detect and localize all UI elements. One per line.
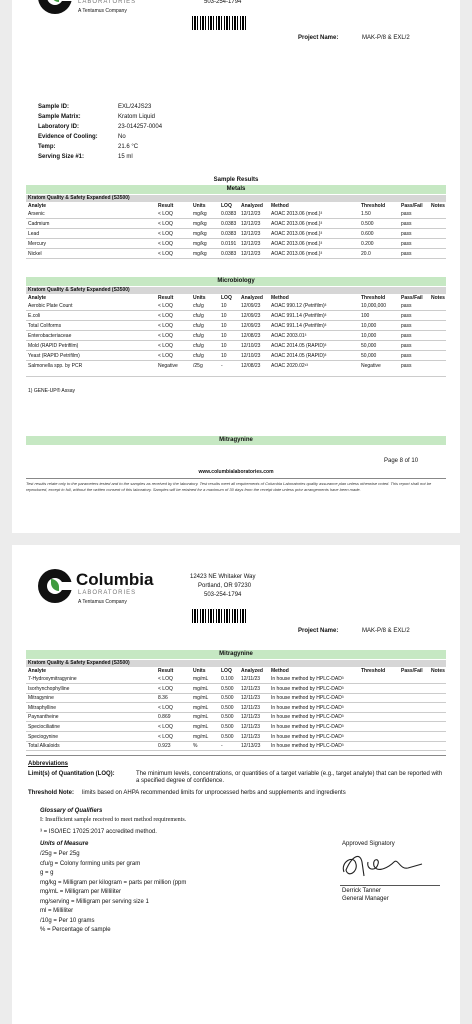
micro-bar: Microbiology [26, 277, 446, 286]
sample-label: Laboratory ID: [38, 124, 80, 130]
metals-row-method: AOAC 2013.06 (mod.)³ [271, 241, 323, 247]
sample-label: Temp: [38, 144, 56, 150]
sample-label: Sample Matrix: [38, 114, 81, 120]
metals-row-units: mg/kg [193, 231, 207, 237]
micro-panel-name: Kratom Quality & Safety Expanded (S3500) [26, 287, 446, 294]
micro-row-analyzed: 12/08/23 [241, 333, 261, 339]
micro-row [26, 303, 446, 310]
mitra-row-analyte: Speciogynine [28, 733, 59, 740]
micro-row-analyzed: 12/09/23 [241, 303, 261, 309]
metals-row-passfail: pass [401, 231, 412, 237]
micro-row-analyte: Enterobacteriaceae [28, 333, 72, 339]
mitra-row-analyzed: 12/13/23 [241, 743, 261, 750]
mitra-row-method: In house method by HPLC-DAD³ [271, 733, 344, 740]
row-divider [26, 376, 446, 377]
micro-row-method: AOAC 991.14 (Petrifilm)³ [271, 323, 327, 329]
row-divider [26, 320, 446, 321]
mitra-row-analyzed: 12/11/23 [241, 695, 261, 702]
micro-row-analyzed: 12/10/23 [241, 343, 261, 349]
mitra-row-loq: - [221, 743, 223, 750]
loq-label: Limit(s) of Quantitation (LOQ): [28, 771, 115, 777]
micro-row-loq: 10 [221, 353, 227, 359]
micro-row-passfail: pass [401, 303, 412, 309]
mitra-row-analyzed: 12/11/23 [241, 685, 261, 692]
results-title: Sample Results [213, 177, 259, 183]
metals-row-threshold: 20.0 [361, 251, 371, 257]
micro-row-passfail: pass [401, 333, 412, 339]
micro-row-passfail: pass [401, 313, 412, 319]
mitra-row [26, 705, 446, 712]
mitra-row-method: In house method by HPLC-DAD³ [271, 685, 344, 692]
mitra-row-method: In house method by HPLC-DAD³ [271, 724, 344, 730]
metals-row-analyzed: 12/12/23 [241, 211, 261, 217]
mitra-row-analyzed: 12/11/23 [241, 704, 261, 711]
micro-row-loq: - [221, 363, 223, 369]
metals-row-result: < LOQ [158, 241, 173, 247]
metals-row-loq: 0.0383 [221, 211, 237, 217]
row-divider [26, 218, 446, 219]
mitra-row-method: In house method by HPLC-DAD³ [271, 743, 344, 750]
micro-row-passfail: pass [401, 353, 412, 359]
row-divider [26, 721, 446, 722]
micro-row [26, 363, 446, 376]
micro-row-result: < LOQ [158, 353, 173, 359]
mitra-row [26, 743, 446, 750]
micro-row-loq: 10 [221, 323, 227, 329]
metals-row-analyte: Mercury [28, 241, 47, 247]
threshold-label: Threshold Note: [28, 790, 74, 796]
row-divider [26, 248, 446, 249]
micro-row-result: < LOQ [158, 313, 173, 319]
micro-row-result: < LOQ [158, 323, 173, 329]
row-divider [26, 683, 446, 684]
micro-row-analyzed: 12/09/23 [241, 323, 261, 329]
micro-row-units: cfu/g [193, 333, 204, 339]
mitra-row-analyte: Speciociliatine [28, 724, 60, 730]
mitra-row-result: 8.36 [158, 695, 168, 702]
row-divider [26, 693, 446, 694]
mitra-row-units: mg/mL [193, 685, 209, 692]
micro-row [26, 313, 446, 320]
metals-row-analyte: Nickel [28, 251, 42, 257]
micro-row-method: AOAC 2014.05 (RAPID)³ [271, 343, 327, 349]
mitra-row-loq: 0.100 [221, 676, 234, 682]
mitra-row-loq: 0.500 [221, 733, 234, 740]
logo-name: Columbia [76, 570, 154, 589]
micro-row-loq: 10 [221, 343, 227, 349]
metals-row-analyte: Lead [28, 231, 40, 237]
mitra-row-method: In house method by HPLC-DAD³ [271, 714, 344, 721]
micro-header: Analyte Result Units LOQ Analyzed Method Threshold Pass/Fail Notes [28, 295, 445, 301]
sample-value: Kratom Liquid [118, 114, 156, 120]
metals-row-method: AOAC 2013.06 (mod.)³ [271, 231, 323, 237]
row-divider [26, 750, 446, 751]
mitra-row-units: mg/mL [193, 704, 209, 711]
mitra-row-loq: 0.500 [221, 685, 234, 692]
micro-row [26, 323, 446, 330]
row-divider [26, 731, 446, 732]
micro-row-threshold: 10,000,000 [361, 303, 387, 309]
signatory-label: Approved Signatory [342, 841, 395, 847]
micro-row-threshold: 10,000 [361, 333, 377, 339]
micro-row-threshold: 50,000 [361, 343, 377, 349]
metals-row-loq: 0.0191 [221, 241, 237, 247]
mitra-row-loq: 0.500 [221, 714, 234, 721]
mitra-row [26, 714, 446, 721]
unit-item: mg/serving = Milligram per serving size 1 [40, 898, 149, 905]
mitra-row-result: 0.869 [158, 714, 171, 721]
logo-subtitle: LABORATORIES [78, 590, 137, 596]
mitra-row-result: 0.923 [158, 743, 171, 750]
glossary-item: I: Insufficient sample received to meet method requirements. [40, 817, 187, 823]
metals-header: Analyte Result Units LOQ Analyzed Method Threshold Pass/Fail Notes [28, 203, 445, 209]
micro-row-passfail: pass [401, 343, 412, 349]
row-divider [26, 330, 446, 331]
metals-row-passfail: pass [401, 221, 412, 227]
micro-row [26, 353, 446, 360]
metals-row [26, 211, 446, 218]
micro-row-threshold: 50,000 [361, 353, 377, 359]
project-label: Project Name: [298, 628, 339, 634]
metals-row [26, 241, 446, 248]
mitra-row-analyte: 7-Hydroxymitragynine [28, 676, 77, 682]
metals-row-passfail: pass [401, 251, 412, 257]
metals-row-result: < LOQ [158, 251, 173, 257]
divider [26, 478, 446, 479]
threshold-text: limits based on AHPA recommended limits for unprocessed herbs and supplements and ingredients [82, 790, 346, 796]
website: www.columbialaboratories.com [198, 469, 274, 475]
metals-row-analyzed: 12/12/23 [241, 251, 261, 257]
micro-row-units: cfu/g [193, 323, 204, 329]
micro-row-method: AOAC 2020.02¹³ [271, 363, 308, 369]
mitra-row-analyzed: 12/11/23 [241, 714, 261, 721]
row-divider [26, 360, 446, 361]
unit-item: ml = Milliliter [40, 908, 74, 914]
row-divider [26, 238, 446, 239]
micro-row-analyte: Yeast (RAPID Petrifilm) [28, 353, 80, 359]
page-number: Page 8 of 10 [384, 458, 419, 464]
micro-row-analyte: Total Coliforms [28, 323, 62, 329]
metals-row-result: < LOQ [158, 231, 173, 237]
sample-label: Sample ID: [38, 104, 70, 110]
micro-row-units: cfu/g [193, 343, 204, 349]
lab-phone: 503-254-1794 [204, 592, 242, 598]
barcode-icon [192, 609, 248, 623]
glossary-title: Glossary of Qualifiers [40, 808, 103, 814]
micro-row-analyzed: 12/08/23 [241, 363, 261, 369]
sample-value: 15 ml [118, 154, 133, 160]
unit-item: /10g = Per 10 grams [40, 917, 95, 924]
metals-row-loq: 0.0383 [221, 221, 237, 227]
row-divider [26, 741, 446, 742]
mitra-row-analyzed: 12/11/23 [241, 676, 261, 682]
mitra-row [26, 695, 446, 702]
metals-row-loq: 0.0383 [221, 231, 237, 237]
metals-row [26, 231, 446, 238]
mitra-row-units: mg/mL [193, 733, 209, 740]
metals-row-method: AOAC 2013.06 (mod.)³ [271, 251, 323, 257]
metals-row-threshold: 1.50 [361, 211, 371, 217]
micro-row-method: AOAC 990.12 (Petrifilm)³ [271, 303, 327, 309]
project-value: MAK-P/8 & EXL/2 [362, 35, 410, 41]
micro-row-passfail: pass [401, 323, 412, 329]
sample-value: 23-014257-0004 [118, 124, 163, 130]
metals-row-units: mg/kg [193, 221, 207, 227]
metals-row-analyte: Cadmium [28, 221, 50, 227]
micro-row-loq: 10 [221, 313, 227, 319]
disclaimer: Test results relate only to the parameters tested and to the samples as received by the laboratory. Test results meet all requirements of Columbia Laboratories quality assurance plan unless otherwise noted. This report shall not be reproduced, except in full, without the written consent of this laboratory. Samples will be retained for a maximum of 30 days from the receipt date unless prior arrangements have been made. [26, 481, 432, 492]
sample-value: No [118, 134, 126, 140]
mitra-row-loq: 0.500 [221, 724, 234, 730]
columbia-logo-icon [38, 569, 72, 603]
row-divider [26, 702, 446, 703]
metals-bar: Metals [26, 185, 446, 194]
micro-row [26, 343, 446, 350]
metals-row-units: mg/kg [193, 211, 207, 217]
units-title: Units of Measure [40, 841, 89, 847]
micro-row-method: AOAC 2014.05 (RAPID)³ [271, 353, 327, 359]
mitra-row-analyte: Total Alkaloids [28, 743, 60, 750]
micro-row-result: Negative [158, 363, 178, 369]
mitra-row [26, 676, 446, 683]
columbia-logo-icon [38, 0, 72, 14]
micro-row-analyte: Salmonella spp. by PCR [28, 363, 83, 369]
sample-label: Evidence of Cooling: [38, 134, 98, 140]
unit-item: g = g [40, 870, 54, 876]
mitra-row-analyte: Paynantheine [28, 714, 59, 721]
sample-value: EXL/24JS23 [118, 104, 152, 110]
address-line1: 12423 NE Whitaker Way [190, 574, 256, 580]
metals-row [26, 251, 446, 258]
micro-row-threshold: 10,000 [361, 323, 377, 329]
lab-phone: 503-254-1794 [204, 0, 242, 5]
mitra-row-result: < LOQ [158, 704, 173, 711]
mitra-row-analyte: Mitraphylline [28, 704, 57, 711]
metals-row-threshold: 0.500 [361, 221, 374, 227]
micro-row-units: /25g [193, 363, 203, 369]
metals-row-result: < LOQ [158, 211, 173, 217]
mitra-row-units: mg/mL [193, 676, 209, 682]
project-value: MAK-P/8 & EXL/2 [362, 628, 410, 634]
micro-row-loq: 10 [221, 333, 227, 339]
mitra-row-result: < LOQ [158, 724, 173, 730]
footnote: 1) GENE-UP® Assay [28, 388, 76, 394]
mitra-row-result: < LOQ [158, 685, 173, 692]
mitra-row-analyte: Isorhynchophylline [28, 685, 70, 692]
divider [26, 755, 446, 756]
mitra-row-analyzed: 12/11/23 [241, 724, 261, 730]
mitra-row [26, 734, 446, 741]
mitra-row-analyte: Mitragynine [28, 695, 54, 702]
mitra-row-method: In house method by HPLC-DAD³ [271, 695, 344, 702]
metals-row-loq: 0.0383 [221, 251, 237, 257]
micro-row-threshold: 100 [361, 313, 370, 319]
micro-row-result: < LOQ [158, 303, 173, 309]
barcode-icon [192, 16, 248, 30]
unit-item: mg/mL = Milligram per Milliliter [40, 889, 121, 895]
report-page-9 [12, 545, 460, 1024]
logo-company: A Tentamus Company [78, 599, 127, 605]
micro-row-units: cfu/g [193, 313, 204, 319]
metals-row-analyzed: 12/12/23 [241, 221, 261, 227]
metals-row-analyzed: 12/12/23 [241, 231, 261, 237]
unit-item: mg/kg = Milligram per kilogram = parts per million (ppm [40, 879, 187, 886]
mitra-row-units: mg/mL [193, 724, 209, 730]
micro-row-analyzed: 12/10/23 [241, 353, 261, 359]
metals-row-threshold: 0.200 [361, 241, 374, 247]
mitra-row-units: mg/mL [193, 714, 209, 721]
unit-item: cfu/g = Colony forming units per gram [40, 860, 141, 867]
mitra-row-analyzed: 12/11/23 [241, 733, 261, 740]
micro-row-method: AOAC 991.14 (Petrifilm)³ [271, 313, 327, 319]
metals-row-units: mg/kg [193, 251, 207, 257]
row-divider [26, 350, 446, 351]
iso-note: ³ = ISO/IEC 17025:2017 accredited method. [40, 829, 157, 835]
micro-row-analyzed: 12/09/23 [241, 313, 261, 319]
signer-name: Derrick Tanner [342, 888, 381, 894]
metals-row-passfail: pass [401, 211, 412, 217]
micro-row-analyte: Mold (RAPID Petrifilm) [28, 343, 79, 349]
mitra-row-result: < LOQ [158, 733, 173, 740]
micro-row-result: < LOQ [158, 343, 173, 349]
metals-row-units: mg/kg [193, 241, 207, 247]
row-divider [26, 228, 446, 229]
sample-label: Serving Size #1: [38, 154, 85, 160]
micro-row-method: AOAC 2003.01³ [271, 333, 307, 339]
metals-row-threshold: 0.600 [361, 231, 374, 237]
sample-value: 21.6 °C [118, 144, 139, 150]
mitra-row-loq: 0.500 [221, 704, 234, 711]
row-divider [26, 340, 446, 341]
signature-icon [338, 848, 428, 884]
mitra-row-result: < LOQ [158, 676, 173, 682]
metals-row-analyte: Arsenic [28, 211, 45, 217]
mitra-row-method: In house method by HPLC-DAD³ [271, 676, 344, 682]
mitra-row-method: In house method by HPLC-DAD³ [271, 704, 344, 711]
metals-row-result: < LOQ [158, 221, 173, 227]
micro-row-passfail: pass [401, 363, 412, 369]
unit-item: /25g = Per 25g [40, 851, 80, 857]
row-divider [26, 258, 446, 259]
micro-row-analyte: E.coli [28, 313, 41, 319]
micro-row-loq: 10 [221, 303, 227, 309]
metals-row [26, 221, 446, 228]
signature-line [340, 885, 440, 886]
metals-row-passfail: pass [401, 241, 412, 247]
micro-row-result: < LOQ [158, 333, 173, 339]
mitra-row [26, 686, 446, 693]
mitra-bar: Mitragynine [26, 650, 446, 659]
row-divider [26, 310, 446, 311]
metals-row-method: AOAC 2013.06 (mod.)³ [271, 221, 323, 227]
loq-text: The minimum levels, concentrations, or quantities of a target variable (e.g., target analyte) that can be reported with a specified degree of confidence. [136, 771, 443, 784]
logo-subtitle: LABORATORIES [78, 0, 137, 5]
project-label: Project Name: [298, 35, 339, 41]
mitra-row-loq: 0.500 [221, 695, 234, 702]
micro-row [26, 333, 446, 340]
mitra-row [26, 724, 446, 731]
report-page-8 [12, 0, 460, 533]
micro-row-analyte: Aerobic Plate Count [28, 303, 73, 309]
mitra-bar: Mitragynine [26, 436, 446, 445]
micro-row-threshold: Negative [361, 363, 381, 369]
micro-row-units: cfu/g [193, 303, 204, 309]
address-line2: Portland, OR 97230 [198, 583, 252, 589]
unit-item: % = Percentage of sample [40, 927, 111, 933]
abbr-title: Abbreviations [28, 761, 69, 767]
mitra-header: Analyte Result Units LOQ Analyzed Method Threshold Pass/Fail Notes [28, 668, 445, 674]
mitra-row-units: % [193, 743, 198, 750]
metals-row-method: AOAC 2013.06 (mod.)³ [271, 211, 323, 217]
mitra-panel-name: Kratom Quality & Safety Expanded (S3500) [26, 660, 446, 667]
micro-row-units: cfu/g [193, 353, 204, 359]
logo-company: A Tentamus Company [78, 8, 127, 14]
metals-panel-name: Kratom Quality & Safety Expanded (S3500) [26, 195, 446, 202]
mitra-row-units: mg/mL [193, 695, 209, 702]
metals-row-analyzed: 12/12/23 [241, 241, 261, 247]
signer-title: General Manager [342, 896, 389, 902]
row-divider [26, 712, 446, 713]
